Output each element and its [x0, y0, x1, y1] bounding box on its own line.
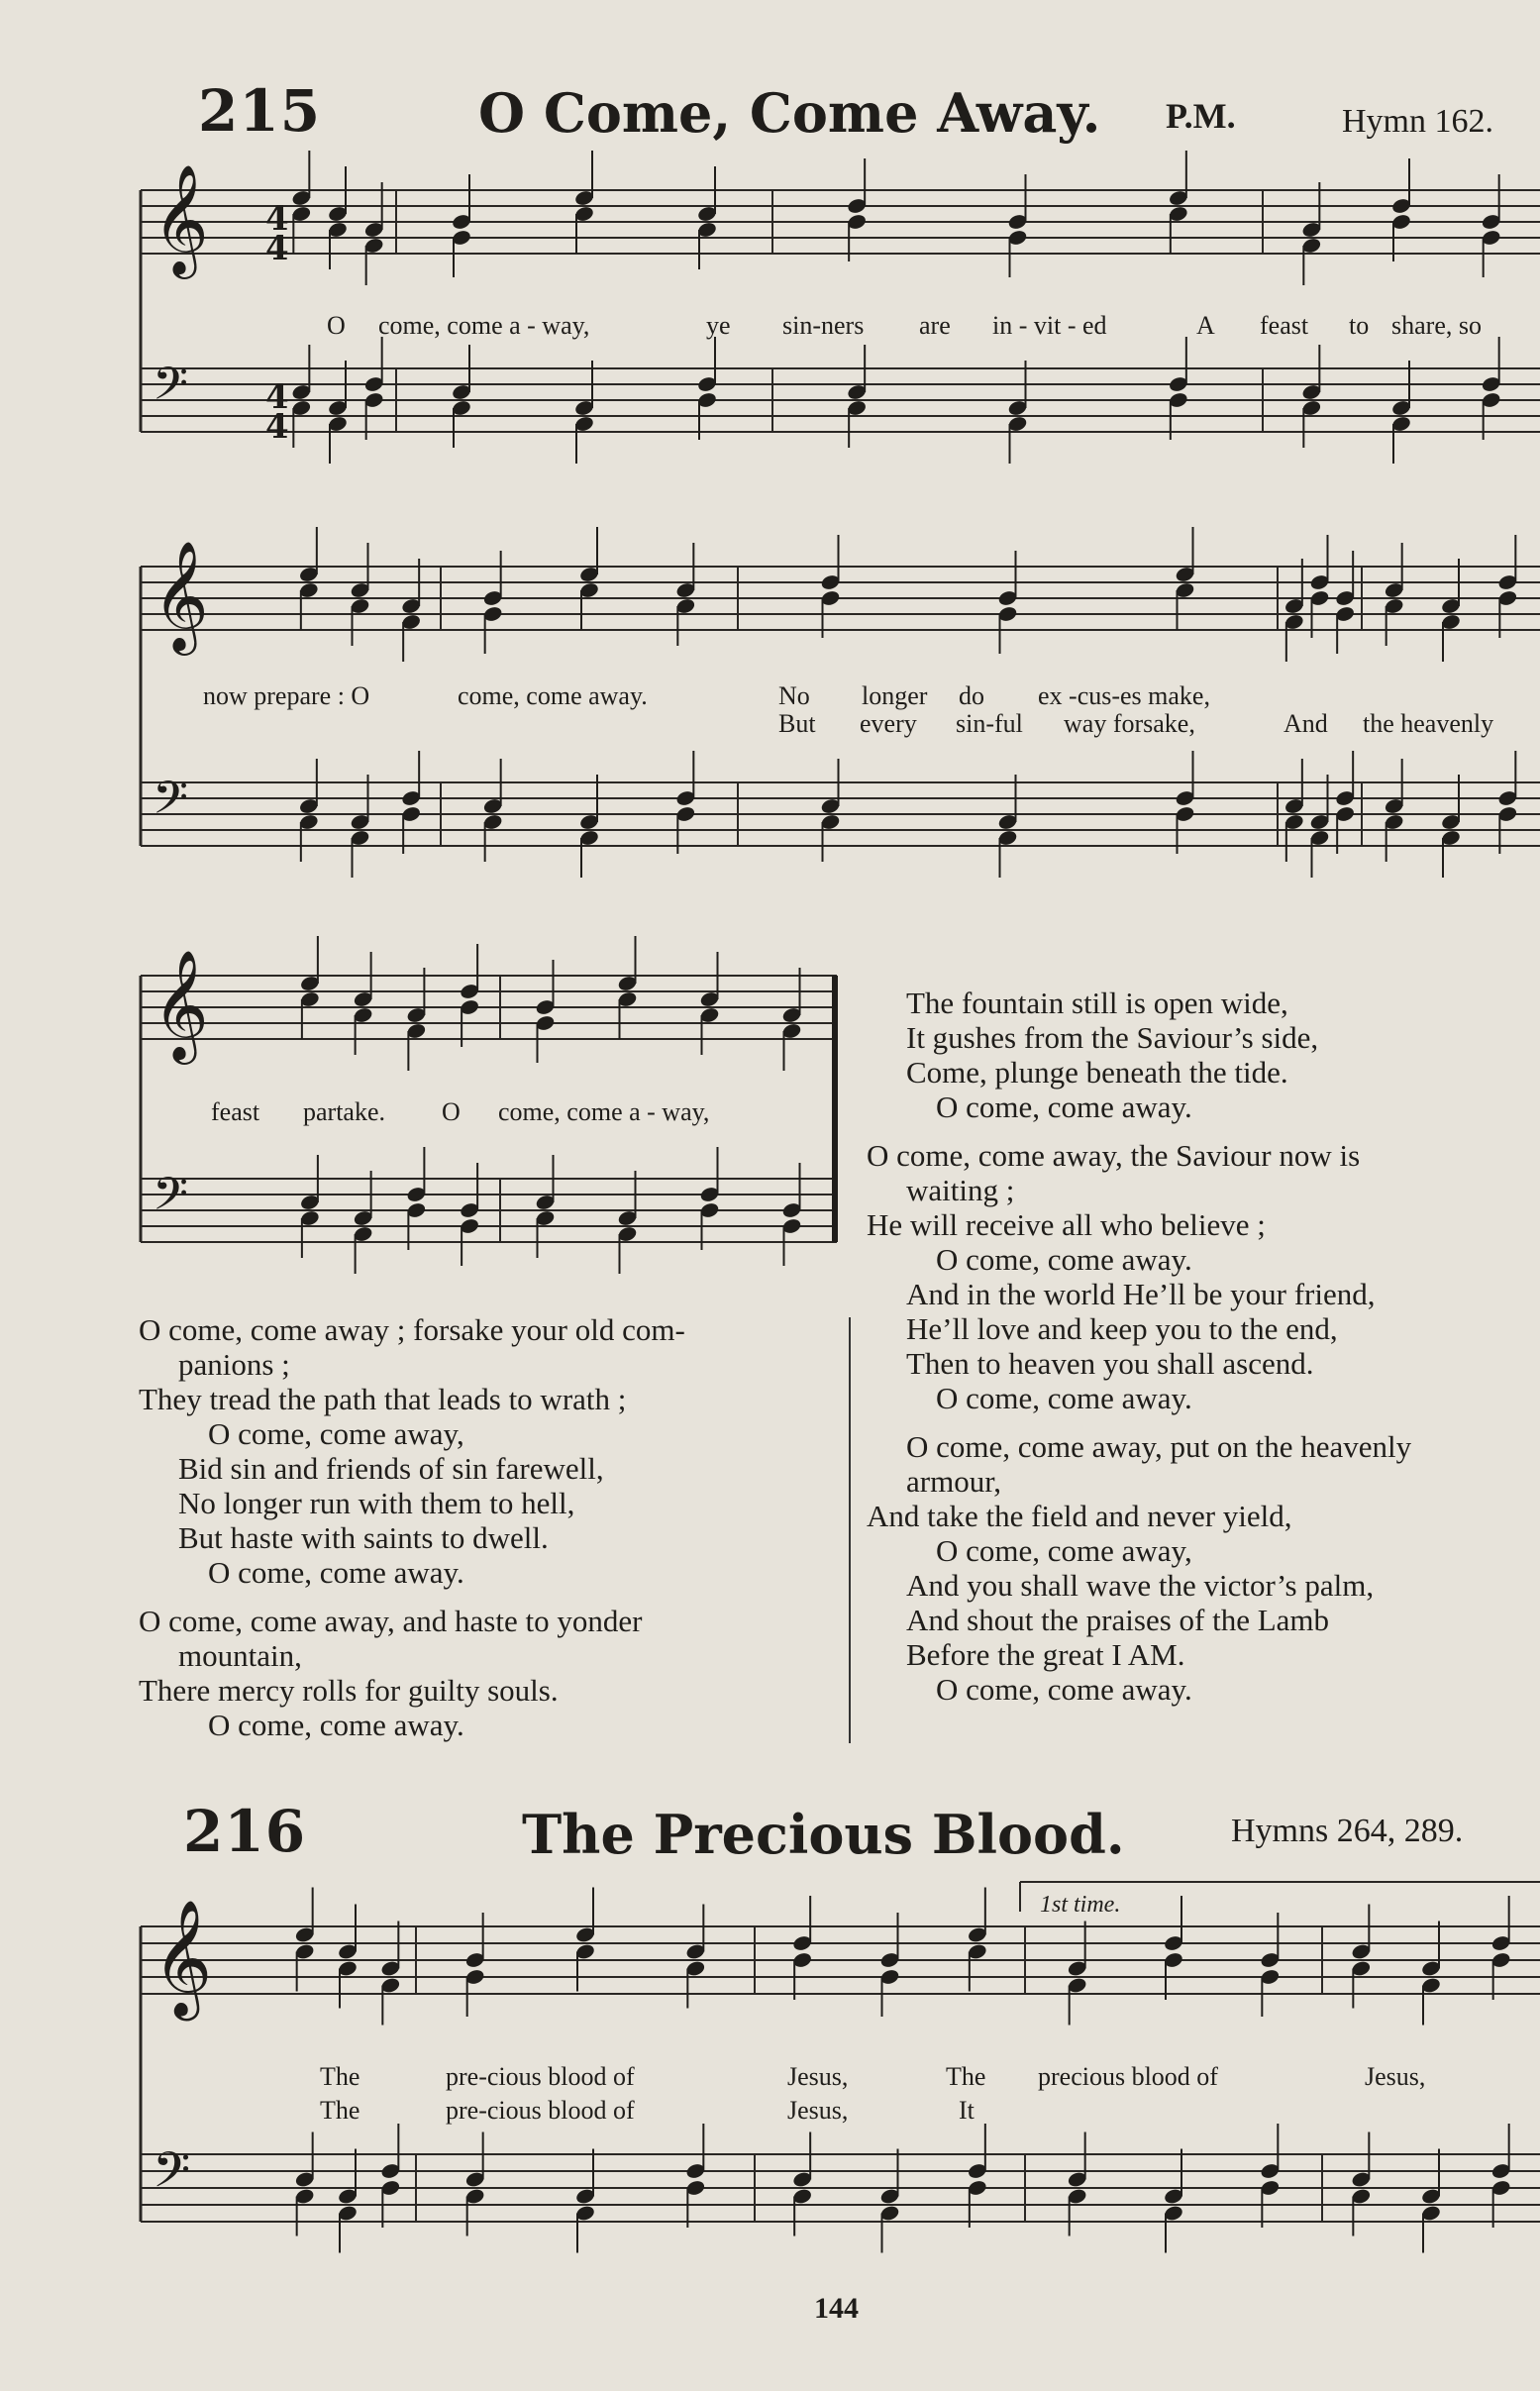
time-signature: 4: [265, 377, 289, 417]
verse-line: And you shall wave the victor’s palm,: [906, 1568, 1375, 1603]
verse-line: And in the world He’ll be your friend,: [906, 1277, 1376, 1311]
verse-line: Bid sin and friends of sin farewell,: [178, 1451, 604, 1486]
verse-line: O come, come away.: [936, 1242, 1192, 1277]
hymn-reference-216: Hymns 264, 289.: [1231, 1813, 1464, 1849]
verse-line: O come, come away, put on the heavenly: [906, 1429, 1412, 1464]
lyric-syllable: O: [327, 311, 346, 340]
hymn-meter: P.M.: [1166, 96, 1236, 136]
verse-line: He will receive all who believe ;: [867, 1207, 1266, 1242]
verse-line: mountain,: [178, 1638, 302, 1673]
verse-line: And shout the praises of the Lamb: [906, 1603, 1330, 1637]
verse-line: O come, come away.: [936, 1672, 1192, 1707]
lyric-syllable: O: [442, 1097, 461, 1126]
lyric-syllable: pre-cious blood of: [446, 2062, 635, 2091]
lyric-syllable: come, come away.: [458, 681, 648, 710]
bass-clef: 𝄢: [153, 358, 189, 422]
verse-line: Come, plunge beneath the tide.: [906, 1055, 1288, 1090]
lyric-syllable: come, come a - way,: [498, 1097, 710, 1126]
page-number: 144: [814, 2292, 859, 2325]
lyric-syllable: now prepare : O: [203, 681, 370, 710]
treble-clef: 𝄞: [153, 949, 209, 1060]
lyric-syllable: Jesus,: [787, 2062, 849, 2091]
verses-left-column: [139, 1312, 852, 1742]
verses-right-column: [867, 986, 1540, 1707]
lyric-syllable: No: [778, 681, 810, 710]
lyric-syllable: precious blood of: [1038, 2062, 1218, 2091]
lyric-syllable: partake.: [303, 1097, 386, 1126]
lyric-syllable: come, come a - way,: [378, 311, 590, 340]
treble-clef: 𝄞: [153, 1899, 213, 2017]
verse-line: O come, come away.: [936, 1381, 1192, 1415]
verse-line: But haste with saints to dwell.: [178, 1520, 549, 1555]
lyric-syllable: feast: [1260, 311, 1309, 340]
verse-line: O come, come away.: [936, 1090, 1192, 1124]
lyric-syllable: A: [1196, 311, 1215, 340]
lyric-syllable: ye: [706, 311, 731, 340]
bass-clef: 𝄢: [153, 772, 189, 836]
lyric-syllable: Jesus,: [787, 2096, 849, 2125]
lyric-syllable: It: [959, 2096, 975, 2125]
verse-line: O come, come away,: [208, 1416, 464, 1451]
lyric-syllable: ex -cus-es make,: [1038, 681, 1210, 710]
lyric-syllable: in - vit - ed: [992, 311, 1107, 340]
time-signature: 4: [265, 407, 289, 447]
verse-line: He’ll love and keep you to the end,: [906, 1311, 1338, 1346]
hymn-number-216: 216: [183, 1798, 307, 1865]
verse-line: The fountain still is open wide,: [906, 986, 1288, 1020]
verse-line: armour,: [906, 1464, 1002, 1499]
verse-line: O come, come away.: [208, 1555, 464, 1590]
verse-line: It gushes from the Saviour’s side,: [906, 1020, 1319, 1055]
verse-line: Then to heaven you shall ascend.: [906, 1346, 1314, 1381]
lyric-syllable: sin-ners: [782, 311, 865, 340]
verse-line: O come, come away, and haste to yonder: [139, 1604, 643, 1638]
verse-line: Before the great I AM.: [906, 1637, 1185, 1672]
volta-label: 1st time.: [1040, 1892, 1121, 1918]
lyric-syllable: way forsake,: [1064, 709, 1195, 738]
treble-clef: 𝄞: [153, 163, 209, 274]
hymn-title-216: The Precious Blood.: [522, 1803, 1125, 1866]
hymn-title: O Come, Come Away.: [478, 81, 1101, 145]
verse-line: O come, come away,: [936, 1533, 1192, 1568]
lyric-syllable: feast: [211, 1097, 260, 1126]
column-divider: [849, 1317, 851, 1743]
lyric-syllable: do: [959, 681, 984, 710]
lyric-syllable: longer: [862, 681, 928, 710]
verse-line: O come, come away, the Saviour now is: [867, 1138, 1361, 1173]
bass-clef: 𝄢: [153, 2142, 191, 2211]
lyric-syllable: share, so: [1391, 311, 1482, 340]
verse-line: And take the field and never yield,: [867, 1499, 1292, 1533]
verse-line: [867, 1124, 1540, 1138]
lyric-syllable: are: [919, 311, 951, 340]
verse-line: There mercy rolls for guilty souls.: [139, 1673, 559, 1708]
lyric-syllable: the heavenly: [1363, 709, 1494, 738]
verse-line: O come, come away ; forsake your old com-: [139, 1312, 685, 1347]
lyric-syllable: But: [778, 709, 816, 738]
lyric-syllable: every: [860, 709, 917, 738]
lyric-syllable: Jesus,: [1365, 2062, 1426, 2091]
verse-line: They tread the path that leads to wrath ;: [139, 1382, 627, 1416]
verse-line: [867, 1415, 1540, 1429]
lyric-syllable: The: [320, 2062, 360, 2091]
verse-line: panions ;: [178, 1347, 290, 1382]
time-signature: 4: [265, 229, 289, 268]
bass-clef: 𝄢: [153, 1168, 189, 1232]
verse-line: [139, 1590, 852, 1604]
lyric-syllable: The: [320, 2096, 360, 2125]
treble-clef: 𝄞: [153, 540, 209, 651]
verse-line: waiting ;: [906, 1173, 1015, 1207]
verse-line: No longer run with them to hell,: [178, 1486, 575, 1520]
lyric-syllable: The: [946, 2062, 986, 2091]
verse-line: O come, come away.: [208, 1708, 464, 1742]
hymn-number: 215: [198, 77, 322, 145]
lyric-syllable: pre-cious blood of: [446, 2096, 635, 2125]
hymn-reference: Hymn 162.: [1342, 103, 1493, 140]
lyric-syllable: And: [1283, 709, 1328, 738]
lyric-syllable: sin-ful: [956, 709, 1023, 738]
lyric-syllable: to: [1349, 311, 1370, 340]
time-signature: 4: [265, 199, 289, 239]
